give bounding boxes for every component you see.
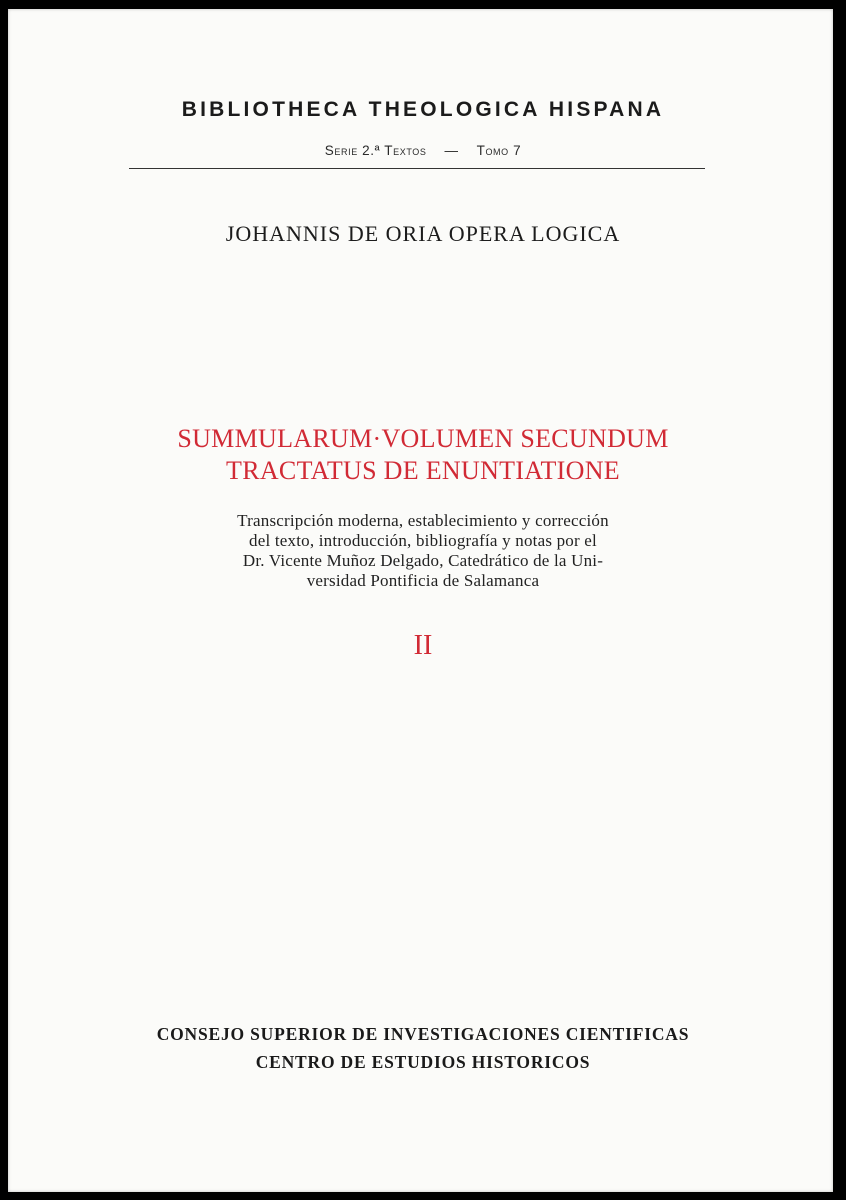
description-line: Transcripción moderna, establecimiento y corrección	[237, 511, 609, 530]
publisher-line-1: CONSEJO SUPERIOR DE INVESTIGACIONES CIENTIFICAS	[156, 1024, 690, 1044]
header-divider	[129, 168, 705, 169]
description-line: Dr. Vicente Muñoz Delgado, Catedrático de la Uni-	[242, 551, 604, 570]
description-line: del texto, introducción, bibliografía y notas por el	[249, 531, 597, 550]
serie-dash: —	[444, 143, 459, 158]
main-title-line-2: TRACTATUS DE ENUNTIATIONE	[226, 456, 620, 485]
series-subtitle	[0, 143, 846, 158]
series-title: BIBLIOTHECA THEOLOGICA HISPANA	[181, 98, 665, 121]
serie-label: Serie 2.ª Textos	[324, 143, 427, 158]
volume-number: II	[413, 630, 433, 661]
opera-title: JOHANNIS DE ORIA OPERA LOGICA	[225, 221, 621, 246]
description-line: versidad Pontificia de Salamanca	[306, 571, 540, 590]
publisher-line-2: CENTRO DE ESTUDIOS HISTORICOS	[255, 1052, 591, 1072]
main-title-line-1: SUMMULARUM·VOLUMEN SECUNDUM	[177, 424, 669, 453]
tomo-label: Tomo 7	[476, 143, 522, 158]
book-cover	[8, 9, 833, 1192]
